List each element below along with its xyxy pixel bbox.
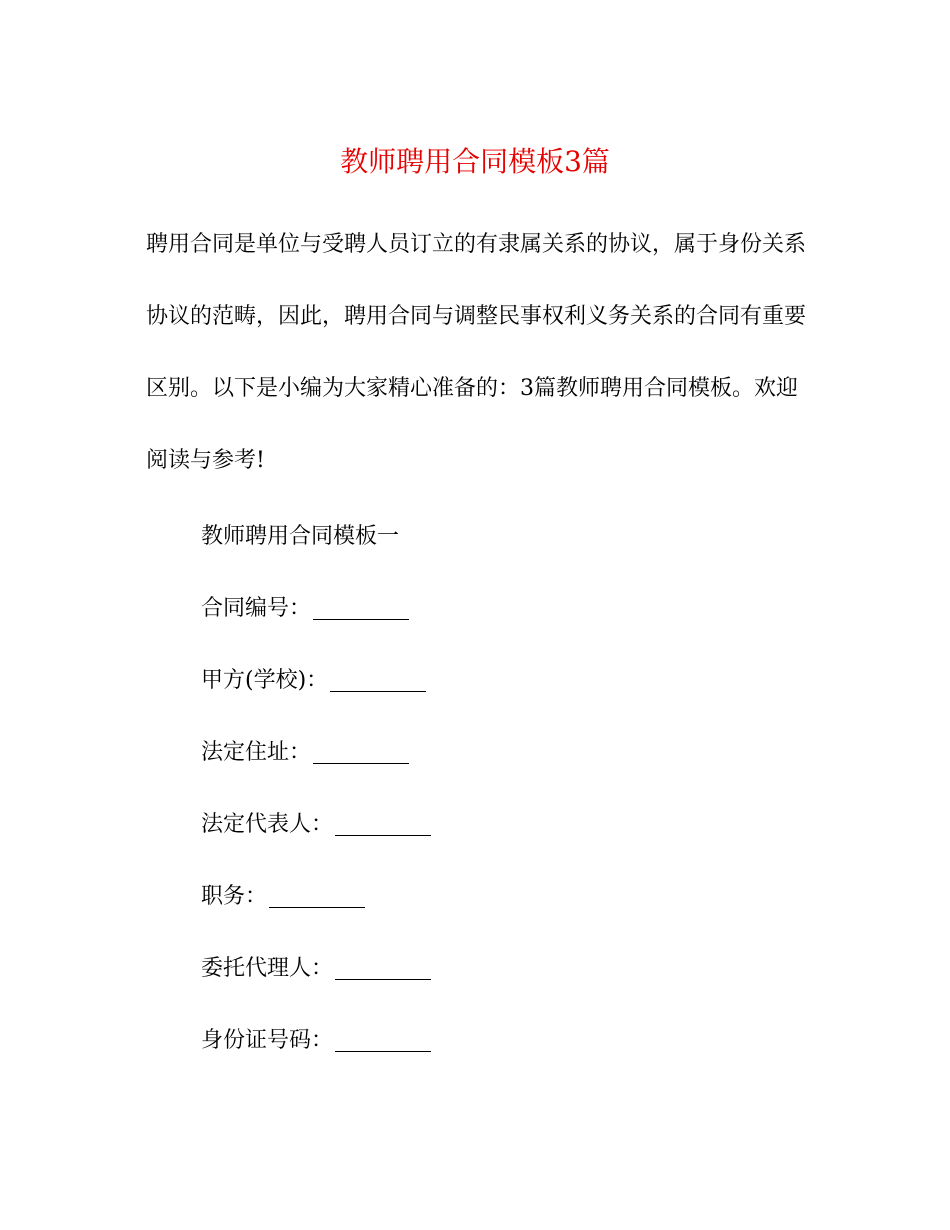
field-label: 职务： (201, 884, 268, 909)
field-label: 合同编号： (201, 596, 312, 621)
field-label: 委托代理人： (201, 956, 334, 981)
intro-line: 区别。以下是小编为大家精心准备的：3篇教师聘用合同模板。欢迎 (146, 376, 798, 401)
field-label: 甲方(学校)： (201, 668, 329, 693)
field-legal-address (201, 733, 431, 805)
contract-fields (201, 517, 431, 1093)
fill-in-blank (269, 877, 365, 908)
field-legal-representative (201, 805, 431, 877)
field-id-number (201, 1021, 431, 1093)
field-contract-number (201, 589, 431, 661)
fill-in-blank (335, 805, 431, 836)
fill-in-blank (330, 661, 426, 692)
fill-in-blank (313, 589, 409, 620)
intro-line: 聘用合同是单位与受聘人员订立的有隶属关系的协议，属于身份关系 (146, 232, 807, 257)
field-label: 身份证号码： (201, 1028, 334, 1053)
intro-line: 阅读与参考! (146, 448, 265, 473)
field-position (201, 877, 431, 949)
field-party-a (201, 661, 431, 733)
intro-paragraph (146, 225, 806, 513)
fill-in-blank (335, 1021, 431, 1052)
field-label: 法定代表人： (201, 812, 334, 837)
field-label: 法定住址： (201, 740, 312, 765)
fill-in-blank (313, 733, 409, 764)
document-title: 教师聘用合同模板3篇 (340, 145, 610, 178)
field-authorized-agent (201, 949, 431, 1021)
section-heading: 教师聘用合同模板一 (201, 524, 400, 549)
fill-in-blank (335, 949, 431, 980)
intro-line: 协议的范畴，因此，聘用合同与调整民事权利义务关系的合同有重要 (146, 304, 807, 329)
